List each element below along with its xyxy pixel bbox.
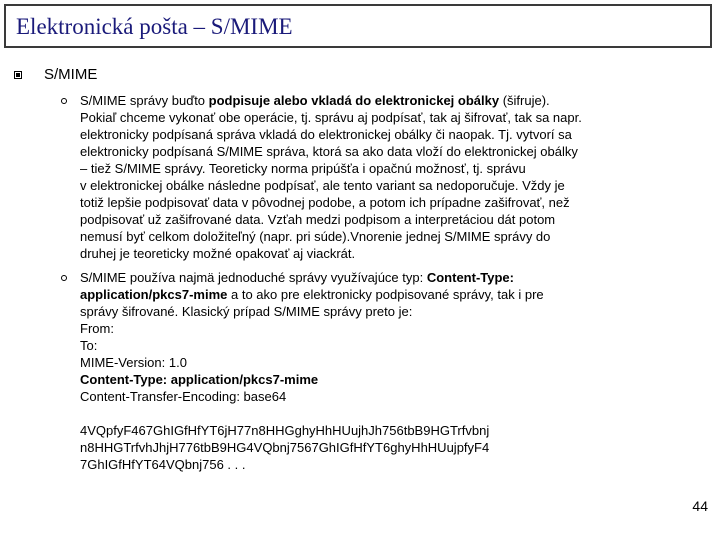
- text-line: [80, 92, 680, 109]
- text-line: elektronicky podpísaná správa vkladá do elektronickej obálky či naopak. Tj. vytvorí sa: [80, 127, 572, 142]
- text-line: nemusí byť celkom doložiteľný (napr. pri súde).Vnorenie jednej S/MIME správy do: [80, 229, 551, 244]
- text-run: a to ako pre elektronicky podpisované správy, tak i pre: [227, 287, 544, 302]
- encoded-body-line: n8HHGTrfvhJhjH776tbB9HG4VQbnj7567GhIGfHfYT6ghyHhHUujpfyF4: [80, 440, 490, 455]
- header-line: Content-Transfer-Encoding: base64: [80, 389, 287, 404]
- text-run: (šifruje).: [499, 93, 550, 108]
- text-run-bold: podpisuje alebo vkladá do elektronickej obálky: [208, 93, 500, 108]
- text-line: – tiež S/MIME správy. Teoreticky norma pripúšťa i opačnú možnosť, tj. správu: [80, 161, 526, 176]
- text-line: druhej je teoreticky možné opakovať aj viackrát.: [80, 246, 356, 261]
- slide-title: Elektronická pošta – S/MIME: [16, 14, 293, 39]
- paragraph-item-1: [80, 92, 680, 262]
- encoded-body-line: 7GhIGfHfYT64VQbnj756 . . .: [80, 457, 246, 472]
- title-bar: [4, 4, 712, 48]
- text-line: [80, 269, 680, 286]
- text-line: Pokiaľ chceme vykonať obe operácie, tj. správu aj podpísať, tak aj šifrovať, tak sa napr.: [80, 110, 582, 125]
- header-line: From:: [80, 321, 114, 336]
- circle-bullet-icon: [61, 98, 67, 104]
- paragraph-item-2: [80, 269, 680, 473]
- header-line: MIME-Version: 1.0: [80, 355, 187, 370]
- text-line: podpisovať už zašifrované data. Vzťah medzi podpisom a interpretáciou dát potom: [80, 212, 556, 227]
- text-line: [80, 286, 680, 303]
- text-line: totiž lepšie podpisovať data v pôvodnej podobe, a potom ich prípadne zašifrovať, než: [80, 195, 570, 210]
- text-line: v elektronickej obálke následne podpísať, ale tento variant sa nedoporučuje. Vždy je: [80, 178, 565, 193]
- text-run: S/MIME správy buďto: [80, 93, 209, 108]
- circle-bullet-icon: [61, 275, 67, 281]
- header-line: Content-Type: application/pkcs7-mime: [80, 372, 319, 387]
- encoded-body-line: 4VQpfyF467GhIGfHfYT6jH77n8HHGghyHhHUujhJh756tbB9HGTrfvbnj: [80, 423, 490, 438]
- text-line: elektronicky podpísaná S/MIME správa, ktorá sa ako data vloží do elektronickej obálky: [80, 144, 578, 159]
- text-run-bold: Content-Type:: [426, 270, 514, 285]
- text-run: S/MIME používa najmä jednoduché správy využívajúce typ:: [80, 270, 427, 285]
- header-line: To:: [80, 338, 98, 353]
- page-number: 44: [692, 498, 708, 514]
- blank-line: [80, 405, 680, 422]
- text-run-bold: application/pkcs7-mime: [80, 287, 228, 302]
- section-heading: S/MIME: [44, 66, 98, 83]
- text-line: správy šifrované. Klasický prípad S/MIME správy preto je:: [80, 304, 413, 319]
- square-bullet-icon: [14, 71, 22, 79]
